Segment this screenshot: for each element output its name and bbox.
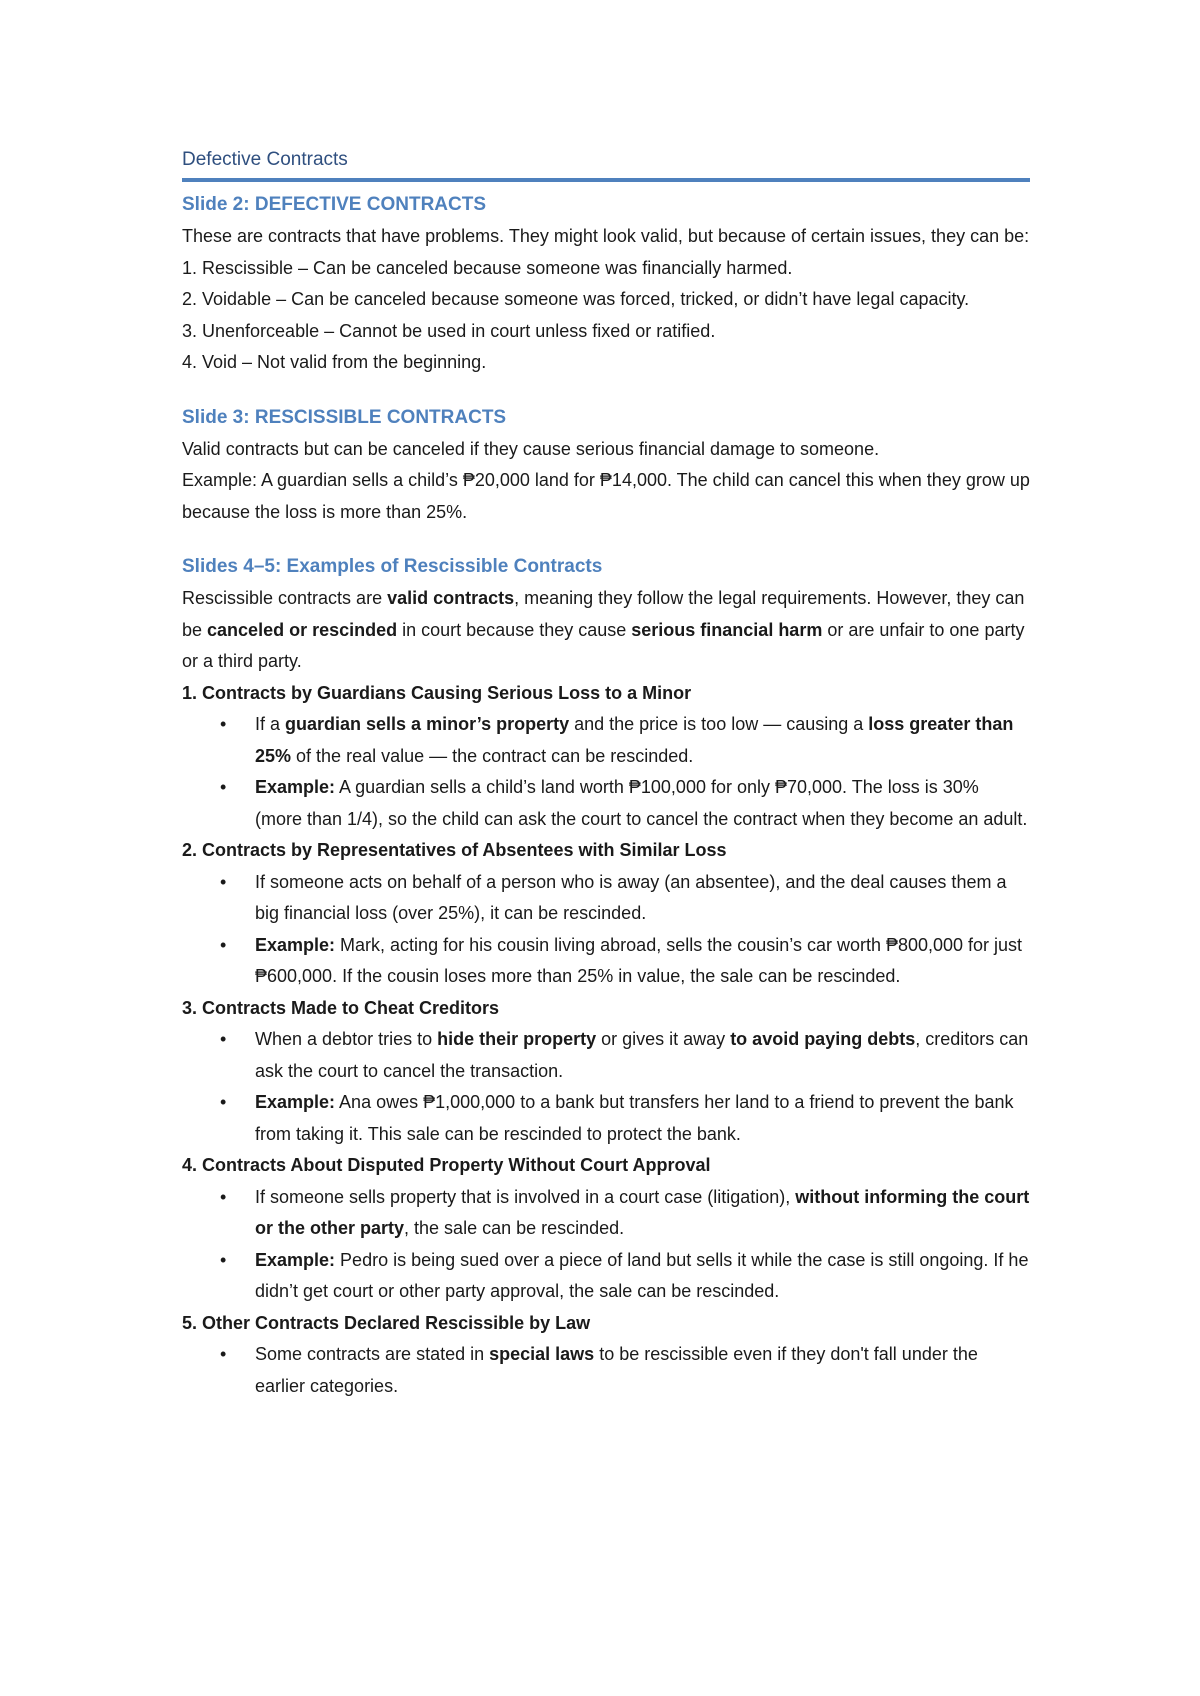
list-item: • If someone sells property that is involved in a court case (litigation), without informing the court or the other party, the sale can be rescinded. bbox=[255, 1182, 1030, 1245]
bullet-icon: • bbox=[220, 777, 227, 797]
list-item: • Example: Pedro is being sued over a piece of land but sells it while the case is still ongoing. If he didn’t get court or other party approval, the sale can be rescinded. bbox=[255, 1245, 1030, 1308]
bullet-list bbox=[182, 867, 1030, 993]
bullet-icon: • bbox=[220, 714, 227, 734]
slides-4-5-intro: Rescissible contracts are valid contracts, meaning they follow the legal requirements. However, they can be canceled or rescinded in court because they cause serious financial harm or are unfair to one party or a third party. bbox=[182, 588, 1025, 671]
bullet-icon: • bbox=[220, 1092, 227, 1112]
list-item: • When a debtor tries to hide their property or gives it away to avoid paying debts, creditors can ask the court to cancel the transaction. bbox=[255, 1024, 1030, 1087]
bullet-icon: • bbox=[220, 871, 227, 892]
heading-slides-4-5: Slides 4–5: Examples of Rescissible Contracts bbox=[182, 556, 603, 577]
bullet-list bbox=[182, 709, 1030, 835]
section-slide-2 bbox=[182, 192, 1030, 379]
bullet-list bbox=[182, 1339, 1030, 1402]
subheading-creditors: 3. Contracts Made to Cheat Creditors bbox=[182, 997, 500, 1018]
subheading-disputed-property: 4. Contracts About Disputed Property Without Court Approval bbox=[182, 1155, 711, 1175]
section-slide-3 bbox=[182, 405, 1030, 529]
section-slides-4-5 bbox=[182, 554, 1030, 1402]
list-item: • Some contracts are stated in special laws to be rescissible even if they don't fall under the earlier categories. bbox=[255, 1339, 1030, 1402]
bullet-icon: • bbox=[220, 1186, 227, 1207]
slide-3-example: Example: A guardian sells a child’s ₱20,000 land for ₱14,000. The child can cancel this when they grow up because the loss is more than 25%. bbox=[182, 470, 1030, 522]
slide-2-intro: These are contracts that have problems. They might look valid, but because of certain issues, they can be: bbox=[182, 226, 1030, 246]
bullet-icon: • bbox=[220, 1249, 227, 1270]
bullet-icon: • bbox=[220, 1344, 227, 1364]
bullet-icon: • bbox=[220, 934, 227, 955]
subheading-other-by-law: 5. Other Contracts Declared Rescissible by Law bbox=[182, 1312, 591, 1333]
slide-2-item: 3. Unenforceable – Cannot be used in court unless fixed or ratified. bbox=[182, 320, 716, 341]
bullet-icon: • bbox=[220, 1029, 227, 1049]
bullet-list bbox=[182, 1182, 1030, 1308]
document-title: Defective Contracts bbox=[182, 148, 1030, 182]
list-item: • If a guardian sells a minor’s property and the price is too low — causing a loss greater than 25% of the real value — the contract can be rescinded. bbox=[255, 709, 1030, 772]
slide-2-item: 4. Void – Not valid from the beginning. bbox=[182, 352, 487, 372]
list-item: • Example: A guardian sells a child’s land worth ₱100,000 for only ₱70,000. The loss is 30% (more than 1/4), so the child can ask the court to cancel the contract when they become an adult. bbox=[255, 772, 1030, 835]
subheading-absentees: 2. Contracts by Representatives of Absentees with Similar Loss bbox=[182, 840, 727, 860]
heading-slide-2: Slide 2: DEFECTIVE CONTRACTS bbox=[182, 194, 487, 215]
slide-3-definition: Valid contracts but can be canceled if they cause serious financial damage to someone. bbox=[182, 438, 880, 459]
list-item: • If someone acts on behalf of a person who is away (an absentee), and the deal causes them a big financial loss (over 25%), it can be rescinded. bbox=[255, 867, 1030, 930]
list-item: • Example: Ana owes ₱1,000,000 to a bank but transfers her land to a friend to prevent the bank from taking it. This sale can be rescinded to protect the bank. bbox=[255, 1087, 1030, 1150]
heading-slide-3: Slide 3: RESCISSIBLE CONTRACTS bbox=[182, 406, 507, 428]
bullet-list bbox=[182, 1024, 1030, 1150]
list-item: • Example: Mark, acting for his cousin living abroad, sells the cousin’s car worth ₱800,000 for just ₱600,000. If the cousin loses more than 25% in value, the sale can be rescinded. bbox=[255, 930, 1030, 993]
slide-2-item: 1. Rescissible – Can be canceled because someone was financially harmed. bbox=[182, 257, 793, 278]
slide-2-item: 2. Voidable – Can be canceled because someone was forced, tricked, or didn’t have legal capacity. bbox=[182, 289, 970, 309]
subheading-guardians: 1. Contracts by Guardians Causing Serious Loss to a Minor bbox=[182, 682, 692, 703]
